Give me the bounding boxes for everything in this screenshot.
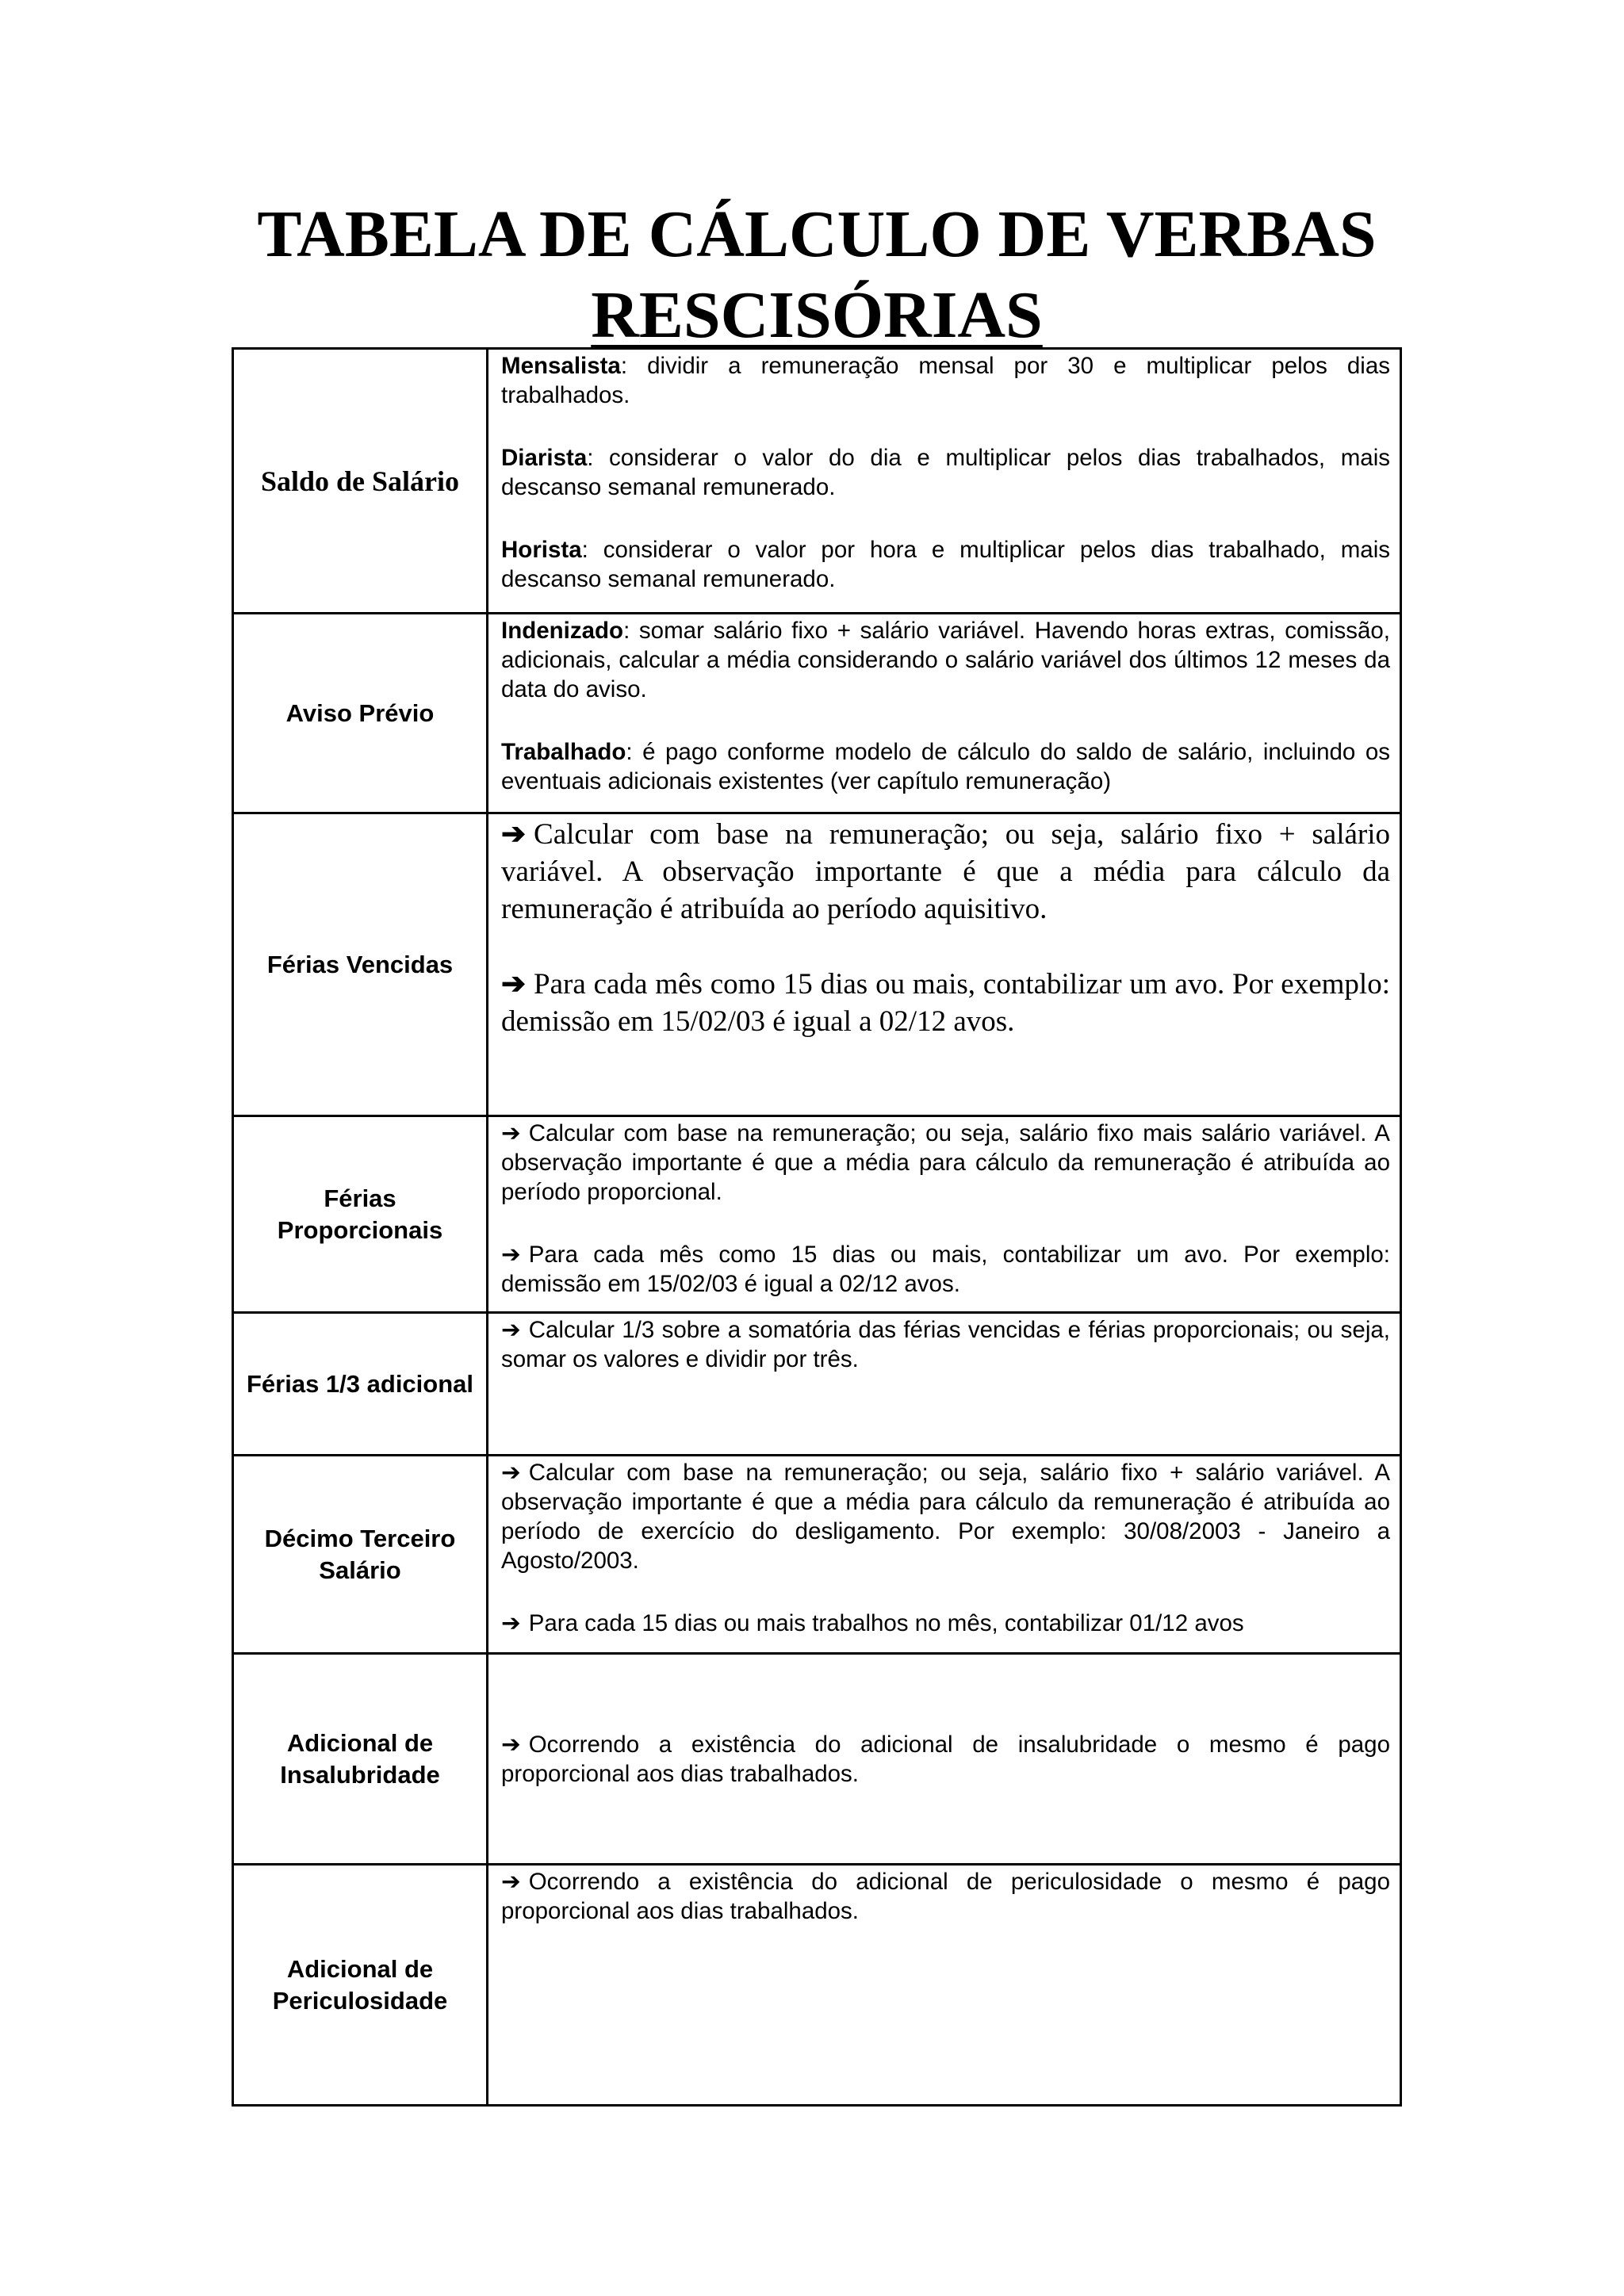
arrow-icon: ➔ — [501, 1460, 521, 1486]
description-paragraph: ➔ Calcular 1/3 sobre a somatória das férias vencidas e férias proporcionais; ou seja, somar os valores e dividir por três. — [501, 1317, 1390, 1372]
description-paragraph: Mensalista: dividir a remuneração mensal por 30 e multiplicar pelos dias trabalhados. — [501, 353, 1390, 408]
row-label: Décimo Terceiro Salário — [233, 1456, 488, 1654]
description-paragraph: Trabalhado: é pago conforme modelo de cálculo do saldo de salário, incluindo os eventuais adicionais existentes (ver capítulo remuneração) — [501, 739, 1390, 794]
description-paragraph: ➔ Ocorrendo a existência do adicional de periculosidade o mesmo é pago proporcional aos dias trabalhados. — [501, 1869, 1390, 1924]
row-label: Adicional de Periculosidade — [233, 1865, 488, 2106]
arrow-icon: ➔ — [501, 818, 527, 851]
table-row-aviso-previo — [233, 614, 1401, 813]
row-description — [488, 1456, 1401, 1654]
description-paragraph: ➔ Calcular com base na remuneração; ou seja, salário fixo + salário variável. A observação importante é que a média para cálculo da remuneração é atribuída ao período aquisitivo. — [501, 818, 1390, 925]
row-description — [488, 813, 1401, 1116]
description-paragraph: ➔ Calcular com base na remuneração; ou seja, salário fixo mais salário variável. A observação importante é que a média para cálculo da remuneração é atribuída ao período proporcional. — [501, 1120, 1390, 1205]
verbas-table — [232, 347, 1402, 2107]
row-label: Aviso Prévio — [233, 614, 488, 813]
row-label: Adicional de Insalubridade — [233, 1654, 488, 1865]
row-description — [488, 1313, 1401, 1456]
row-description — [488, 1865, 1401, 2106]
title-line-1: TABELA DE CÁLCULO DE VERBAS — [257, 197, 1377, 271]
page-title — [230, 194, 1404, 356]
row-description — [488, 614, 1401, 813]
description-paragraph: ➔ Para cada 15 dias ou mais trabalhos no mês, contabilizar 01/12 avos — [501, 1610, 1244, 1636]
table-row-decimo-terceiro — [233, 1456, 1401, 1654]
arrow-icon: ➔ — [501, 968, 527, 1001]
arrow-icon: ➔ — [501, 1120, 521, 1146]
row-label: Férias 1/3 adicional — [233, 1313, 488, 1456]
description-paragraph: Indenizado: somar salário fixo + salário variável. Havendo horas extras, comissão, adicionais, calcular a média considerando o salário variável dos últimos 12 meses da data do aviso. — [501, 618, 1390, 702]
table-row-periculosidade — [233, 1865, 1401, 2106]
description-paragraph: ➔ Para cada mês como 15 dias ou mais, contabilizar um avo. Por exemplo: demissão em 15/02/03 é igual a 02/12 avos. — [501, 968, 1390, 1038]
table-row-ferias-proporcionais — [233, 1116, 1401, 1313]
description-paragraph: ➔ Para cada mês como 15 dias ou mais, contabilizar um avo. Por exemplo: demissão em 15/02/03 é igual a 02/12 avos. — [501, 1242, 1390, 1297]
title-line-2: RESCISÓRIAS — [591, 278, 1043, 352]
description-paragraph: ➔ Ocorrendo a existência do adicional de insalubridade o mesmo é pago proporcional aos dias trabalhados. — [501, 1731, 1390, 1787]
description-paragraph: Diarista: considerar o valor do dia e multiplicar pelos dias trabalhados, mais descanso semanal remunerado. — [501, 445, 1390, 500]
arrow-icon: ➔ — [501, 1610, 521, 1636]
description-paragraph: Horista: considerar o valor por hora e multiplicar pelos dias trabalhado, mais descanso semanal remunerado. — [501, 537, 1390, 592]
arrow-icon: ➔ — [501, 1242, 521, 1268]
row-label: Férias Proporcionais — [233, 1116, 488, 1313]
row-label: Saldo de Salário — [233, 349, 488, 614]
arrow-icon: ➔ — [501, 1869, 521, 1895]
row-description — [488, 1116, 1401, 1313]
description-paragraph: ➔ Calcular com base na remuneração; ou seja, salário fixo + salário variável. A observação importante é que a média para cálculo da remuneração é atribuída ao período de exercício do desligamento. Por exemplo: 30/08/2003 - Janeiro a Agosto/2003. — [501, 1460, 1390, 1574]
row-description — [488, 1654, 1401, 1865]
row-label: Férias Vencidas — [233, 813, 488, 1116]
arrow-icon: ➔ — [501, 1731, 521, 1758]
table-row-insalubridade — [233, 1654, 1401, 1865]
arrow-icon: ➔ — [501, 1317, 521, 1343]
table-row-ferias-terco — [233, 1313, 1401, 1456]
row-description — [488, 349, 1401, 614]
table-row-saldo-salario — [233, 349, 1401, 614]
table-row-ferias-vencidas — [233, 813, 1401, 1116]
